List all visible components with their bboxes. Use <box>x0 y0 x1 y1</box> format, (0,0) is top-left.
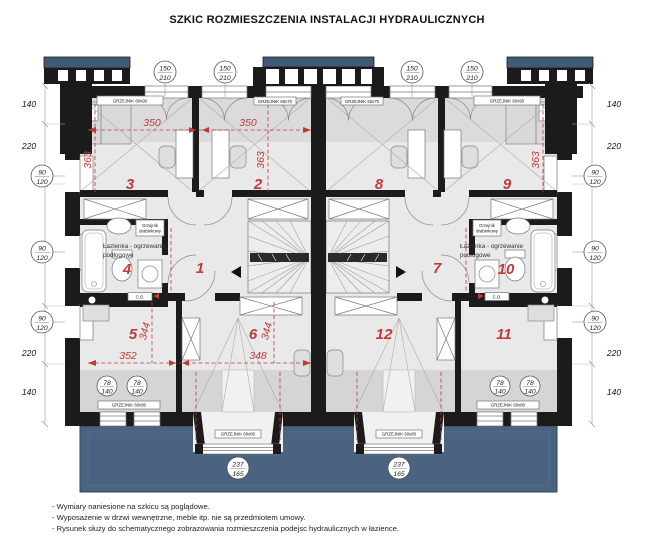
dim-352-room5: 352 <box>119 350 137 362</box>
svg-text:78: 78 <box>133 379 141 387</box>
roof-window-tag-78-140 <box>127 376 147 396</box>
room-number-10: 10 <box>497 261 515 278</box>
dim-left-220-bottom: 220 <box>21 348 37 358</box>
svg-text:140: 140 <box>131 388 143 396</box>
svg-text:90: 90 <box>591 169 599 177</box>
svg-text:210: 210 <box>159 74 171 82</box>
page-title: SZKIC ROZMIESZCZENIA INSTALACJI HYDRAULICZNYCH <box>169 14 485 26</box>
window-tag-90-120 <box>572 311 606 333</box>
svg-text:150: 150 <box>219 65 231 73</box>
radiator-60x80-bay-left-label: GRZEJNIK 60x80 <box>220 431 256 437</box>
ladder-radiator-right-line2: drabinkowy <box>476 228 498 234</box>
co-left-label: C.O. <box>135 294 145 300</box>
party-wall <box>311 86 326 426</box>
footer-notes <box>52 501 399 534</box>
svg-text:140: 140 <box>524 388 536 396</box>
svg-text:90: 90 <box>591 315 599 323</box>
room-number-6: 6 <box>248 326 258 343</box>
dim-right-220-bottom: 220 <box>606 348 622 358</box>
dim-363-right: 363 <box>530 151 542 169</box>
svg-text:165: 165 <box>393 470 405 478</box>
dim-right-140-bottom: 140 <box>606 387 622 397</box>
svg-text:120: 120 <box>589 254 601 262</box>
bathroom-left-label-line2: podłogowe <box>103 252 134 259</box>
svg-text:90: 90 <box>38 315 46 323</box>
radiator-60x90-left-label: GRZEJNIK 60x90 <box>112 98 148 104</box>
svg-text:90: 90 <box>38 245 46 253</box>
dim-363-left-inner: 363 <box>255 151 267 169</box>
window-tag-90-120 <box>31 241 65 263</box>
svg-text:210: 210 <box>219 74 231 82</box>
ladder-radiator-left-line1: Grzejnik <box>142 223 158 228</box>
radiator-60x80-bay-right-label: GRZEJNIK 60x80 <box>381 431 417 437</box>
dim-348-room6: 348 <box>249 350 267 362</box>
svg-text:140: 140 <box>101 388 113 396</box>
room-number-12: 12 <box>375 326 393 343</box>
room-number-1: 1 <box>195 260 205 277</box>
svg-text:78: 78 <box>103 379 111 387</box>
svg-text:120: 120 <box>589 178 601 186</box>
svg-text:120: 120 <box>36 324 48 332</box>
svg-text:140: 140 <box>494 388 506 396</box>
room-number-3: 3 <box>125 176 135 193</box>
footer-note-3: - Rysunek służy do schematycznego zobrazowania rozmieszczenia podejsc hydraulicznych w łazience. <box>52 524 399 533</box>
room-number-5: 5 <box>128 326 138 343</box>
dim-left-140-bottom: 140 <box>21 387 37 397</box>
roof-window-tag-78-140 <box>520 376 540 396</box>
radiator-60x80-room5-label: GRZEJNIK 60x80 <box>111 402 147 408</box>
svg-text:120: 120 <box>589 324 601 332</box>
radiator-60x70-right-label: GRZEJNIK 60x70 <box>344 98 380 104</box>
window-tag-90-120 <box>572 165 606 187</box>
dim-right-220-top: 220 <box>606 141 622 151</box>
svg-text:90: 90 <box>38 169 46 177</box>
bathroom-left-label-line1: Łazienka - ogrzewanie <box>103 243 167 250</box>
dim-363-left-outer: 363 <box>82 151 94 169</box>
svg-text:150: 150 <box>406 65 418 73</box>
bathroom-right-label-line2: podłogowe <box>460 252 491 259</box>
center-balcony <box>253 57 384 86</box>
window-tag-90-120 <box>572 241 606 263</box>
ladder-radiator-left-line2: drabinkowy <box>139 228 161 234</box>
co-right-label: C.O. <box>492 294 502 300</box>
dim-344-room5: 344 <box>137 321 154 342</box>
dim-350-room2: 350 <box>239 117 257 129</box>
svg-text:78: 78 <box>526 379 534 387</box>
svg-text:150: 150 <box>159 65 171 73</box>
svg-text:210: 210 <box>466 74 478 82</box>
room-number-11: 11 <box>496 326 512 343</box>
svg-text:210: 210 <box>406 74 418 82</box>
window-tag-90-120 <box>31 165 65 187</box>
svg-text:237: 237 <box>393 461 405 469</box>
room-number-2: 2 <box>253 176 263 193</box>
dim-344-room6: 344 <box>259 321 276 342</box>
ladder-radiator-right-line1: Grzejnik <box>479 223 495 228</box>
bathroom-right-label-line1: Łazienka - ogrzewanie <box>460 243 524 250</box>
dim-350-room3: 350 <box>143 117 161 129</box>
footer-note-1: - Wymiary naniesione na szkicu są poglądowe. <box>52 502 210 511</box>
dim-left-140-top: 140 <box>21 99 37 109</box>
room-number-7: 7 <box>432 260 442 277</box>
svg-text:120: 120 <box>36 254 48 262</box>
radiator-60x80-room11-label: GRZEJNIK 60x80 <box>490 402 526 408</box>
radiator-60x70-left-label: GRZEJNIK 60x70 <box>257 98 293 104</box>
terrace <box>80 426 557 492</box>
svg-text:78: 78 <box>496 379 504 387</box>
roof-window-tag-78-140 <box>490 376 510 396</box>
radiator-60x90-right-label: GRZEJNIK 60x90 <box>489 98 525 104</box>
room-number-8: 8 <box>374 176 384 193</box>
svg-text:165: 165 <box>232 470 244 478</box>
unit-left-geometry <box>65 86 311 454</box>
footer-note-2: - Wyposażenie w drzwi wewnętrzne, meble itp. nie są przedmiotem umowy. <box>52 513 306 522</box>
room-number-4: 4 <box>122 261 132 278</box>
dim-left-220-top: 220 <box>21 141 37 151</box>
svg-text:150: 150 <box>466 65 478 73</box>
room-number-9: 9 <box>502 176 512 193</box>
roof-window-tag-78-140 <box>97 376 117 396</box>
unit-right-geometry <box>326 86 572 454</box>
window-tag-90-120 <box>31 311 65 333</box>
dim-right-140-top: 140 <box>606 99 622 109</box>
svg-text:237: 237 <box>232 461 244 469</box>
svg-text:90: 90 <box>591 245 599 253</box>
svg-text:120: 120 <box>36 178 48 186</box>
